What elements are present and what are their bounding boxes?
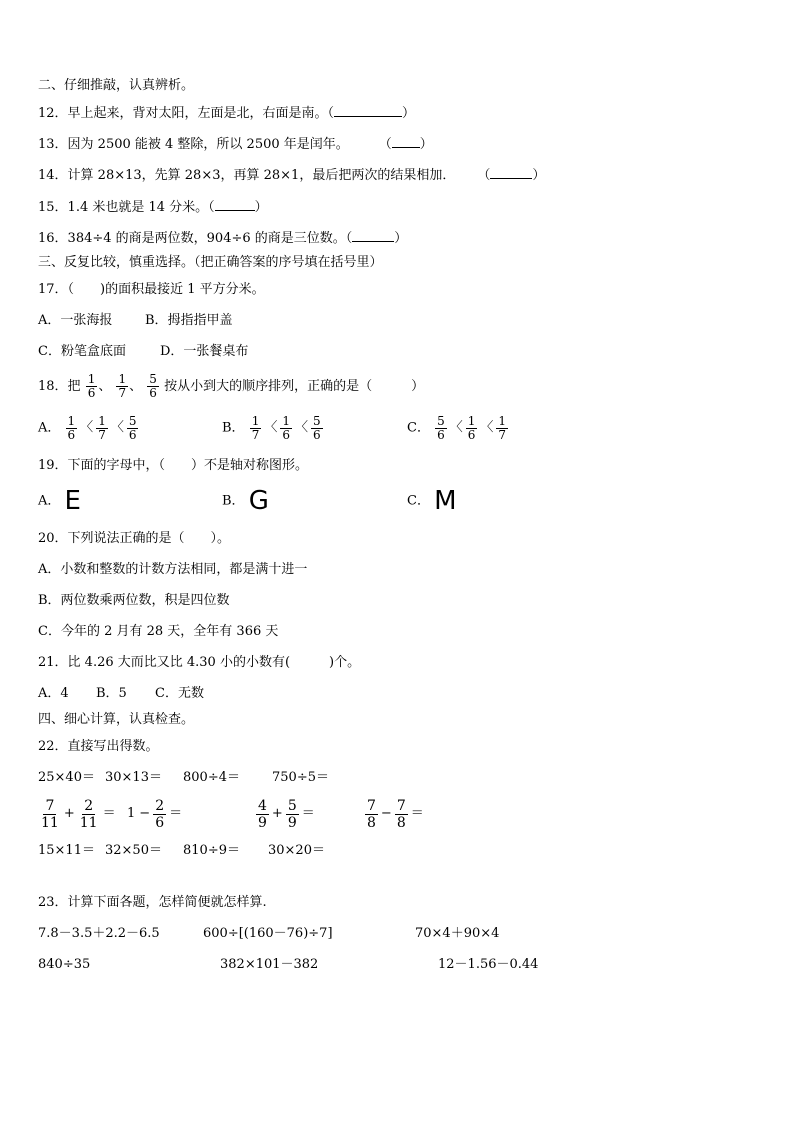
calc-row-1-item: 30×13＝ [105, 770, 162, 785]
whole-number: 1 [127, 806, 136, 821]
calc-23-item: 600÷[(160－76)÷7] [203, 926, 333, 941]
calc-23-item: 70×4＋90×4 [415, 926, 500, 941]
close-paren: ） [254, 200, 268, 215]
fraction: $\frac{1}{7}$ [498, 413, 507, 442]
less-than: 〈 [264, 420, 278, 435]
close-paren: ） [419, 137, 433, 152]
question-18-option-b[interactable] [222, 410, 324, 447]
question-18-option-a[interactable] [38, 410, 139, 447]
calc-fraction-expr-1 [38, 795, 118, 834]
fraction: $\frac{1}{6}$ [67, 413, 76, 442]
answer-blank[interactable] [352, 229, 394, 242]
answer-blank[interactable] [392, 135, 420, 148]
question-18-prefix: 18．把 [38, 379, 81, 394]
answer-blank[interactable] [334, 104, 402, 117]
calc-23-item: 382×101－382 [220, 957, 319, 972]
calc-23-item: 7.8－3.5＋2.2－6.5 [38, 926, 160, 941]
question-13 [38, 135, 433, 153]
option-label: C． [407, 493, 430, 509]
calc-row-1-item: 750÷5＝ [272, 770, 329, 785]
question-23: 23．计算下面各题，怎样简便就怎样算. [38, 895, 267, 910]
question-17-option-d[interactable]: D．一张餐桌布 [160, 344, 249, 359]
option-label: C． [407, 420, 430, 436]
section-2-heading: 二、仔细推敲，认真辨析。 [38, 78, 195, 93]
question-16 [38, 229, 407, 247]
fraction: $\frac{7}{8}$ [396, 797, 406, 831]
less-than: 〈 [449, 420, 463, 435]
question-19: 19．下面的字母中，（ ）不是轴对称图形。 [38, 458, 309, 473]
option-label: A． [38, 493, 61, 509]
question-16-text: 16．384÷4 的商是两位数，904÷6 的商是三位数。（ [38, 231, 353, 246]
option-label: B． [222, 493, 245, 509]
fraction: $\frac{1}{6}$ [467, 413, 476, 442]
fraction: $\frac{5}{6}$ [128, 413, 137, 442]
section-4-heading: 四、细心计算，认真检查。 [38, 712, 195, 727]
question-21-option-c[interactable]: C．无数 [155, 686, 204, 701]
option-label: B． [222, 420, 245, 436]
question-17-option-c[interactable]: C．粉笔盒底面 [38, 344, 126, 359]
question-20-option-b[interactable]: B．两位数乘两位数，积是四位数 [38, 593, 230, 608]
fraction: $\frac{1}{7}$ [98, 413, 106, 442]
question-17: 17．（ )的面积最接近 1 平方分米。 [38, 282, 265, 297]
close-paren: ） [402, 106, 416, 121]
separator: 、 [98, 379, 112, 394]
plus-sign: + [271, 806, 283, 821]
fraction: $\frac{1}{6}$ [87, 372, 96, 400]
question-22: 22．直接写出得数。 [38, 739, 159, 754]
question-18-option-c[interactable] [407, 410, 509, 447]
fraction: $\frac{4}{9}$ [258, 797, 267, 831]
fraction: $\frac{1}{7}$ [118, 372, 127, 400]
fraction: $\frac{1}{7}$ [251, 413, 260, 442]
calc-fraction-expr-3 [255, 795, 317, 834]
less-than: 〈 [480, 420, 494, 435]
fraction: $\frac{2}{6}$ [155, 797, 165, 831]
calc-23-item: 12－1.56－0.44 [438, 957, 539, 972]
option-label: A． [38, 420, 61, 436]
fraction: $\frac{5}{9}$ [287, 797, 297, 831]
question-21-option-a[interactable]: A．4 [38, 686, 69, 701]
calc-row-1-item: 25×40＝ [38, 770, 95, 785]
question-21: 21．比 4.26 大而比又比 4.30 小的小数有( )个。 [38, 655, 361, 670]
question-20-option-c[interactable]: C．今年的 2 月有 28 天，全年有 366 天 [38, 624, 279, 639]
answer-blank[interactable] [490, 166, 532, 179]
calc-row-3-item: 32×50＝ [105, 843, 162, 858]
close-paren: ） [532, 168, 546, 183]
minus-sign: − [139, 806, 151, 821]
question-14-text: 14．计算 28×13，先算 28×3，再算 28×1，最后把两次的结果相加． [38, 168, 456, 183]
calc-row-1-item: 800÷4＝ [183, 770, 240, 785]
minus-sign: − [380, 806, 392, 821]
less-than: 〈 [295, 420, 309, 435]
fraction: $\frac{7}{11}$ [41, 797, 59, 831]
question-13-text: 13．因为 2500 能被 4 整除，所以 2500 年是闰年。 [38, 137, 349, 152]
open-paren: （ [378, 137, 392, 152]
fraction: $\frac{5}{6}$ [437, 413, 445, 442]
fraction: $\frac{7}{8}$ [367, 797, 376, 831]
question-20-option-a[interactable]: A．小数和整数的计数方法相同，都是满十进一 [38, 562, 308, 577]
letter-e: E [64, 486, 81, 516]
question-18-suffix: 按从小到大的顺序排列，正确的是（ ） [164, 379, 425, 394]
equals-sign: ＝ [169, 806, 183, 821]
less-than: 〈 [110, 420, 124, 435]
question-12-text: 12．早上起来，背对太阳，左面是北，右面是南。（ [38, 106, 335, 121]
equals-sign: ＝ [102, 806, 116, 821]
answer-blank[interactable] [215, 198, 255, 211]
question-20: 20．下列说法正确的是（ ）。 [38, 531, 231, 546]
separator: 、 [129, 379, 143, 394]
question-14 [38, 166, 545, 184]
calc-fraction-expr-2 [125, 795, 184, 834]
letter-m: M [434, 486, 457, 516]
open-paren: （ [477, 168, 491, 183]
question-19-option-a[interactable] [38, 484, 81, 519]
question-17-option-a[interactable]: A．一张海报 [38, 313, 113, 328]
calc-23-item: 840÷35 [38, 957, 91, 972]
less-than: 〈 [80, 420, 94, 435]
close-paren: ） [394, 231, 408, 246]
calc-row-3-item: 810÷9＝ [183, 843, 240, 858]
fraction: $\frac{2}{11}$ [79, 797, 98, 831]
equals-sign: ＝ [301, 806, 315, 821]
question-18 [38, 370, 424, 404]
question-12 [38, 104, 415, 122]
letter-g: G [248, 486, 269, 516]
fraction: $\frac{5}{6}$ [149, 372, 157, 400]
calc-row-3-item: 15×11＝ [38, 843, 95, 858]
question-15-text: 15．1.4 米也就是 14 分米。（ [38, 200, 215, 215]
fraction: $\frac{5}{6}$ [313, 413, 321, 442]
question-21-option-b[interactable]: B．5 [96, 686, 127, 701]
question-17-option-b[interactable]: B．拇指指甲盖 [145, 313, 233, 328]
calc-fraction-expr-4 [364, 795, 426, 834]
question-15 [38, 198, 268, 216]
calc-row-3-item: 30×20＝ [268, 843, 325, 858]
plus-sign: + [63, 806, 75, 821]
fraction: $\frac{1}{6}$ [282, 413, 290, 442]
question-19-option-b[interactable] [222, 484, 269, 519]
equals-sign: ＝ [410, 806, 424, 821]
section-3-heading: 三、反复比较，慎重选择。（把正确答案的序号填在括号里） [38, 255, 383, 270]
question-19-option-c[interactable] [407, 484, 457, 519]
